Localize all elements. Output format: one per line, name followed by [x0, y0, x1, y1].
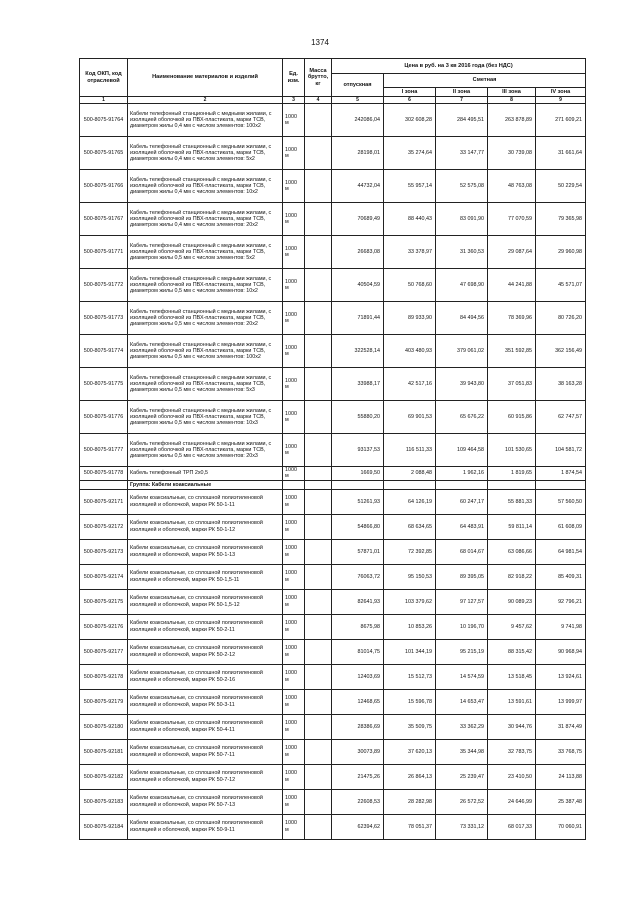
row-mass — [305, 614, 332, 639]
row-zone4-price — [536, 480, 586, 489]
column-index: 9 — [536, 97, 586, 104]
row-name: Кабели коаксиальные, со сплошной полиэтиленовой изоляцией и оболочкой, марки РК 50-7-11 — [128, 739, 283, 764]
column-index: 1 — [80, 97, 128, 104]
row-zone3-price: 30 944,76 — [488, 714, 536, 739]
row-unit: 1000 м — [283, 814, 305, 839]
header-row — [80, 59, 586, 74]
row-code: 500-8075-91765 — [80, 137, 128, 170]
row-unit: 1000 м — [283, 639, 305, 664]
row-release-price: 76063,72 — [332, 564, 384, 589]
row-unit: 1000 м — [283, 335, 305, 368]
row-zone3-price: 60 915,86 — [488, 401, 536, 434]
row-unit: 1000 м — [283, 269, 305, 302]
table-row — [80, 514, 586, 539]
row-release-price: 71891,44 — [332, 302, 384, 335]
column-index-row — [80, 97, 586, 104]
row-zone3-price: 77 070,59 — [488, 203, 536, 236]
row-zone2-price: 64 483,91 — [436, 514, 488, 539]
row-zone2-price: 84 494,56 — [436, 302, 488, 335]
row-zone2-price: 379 061,02 — [436, 335, 488, 368]
row-release-price: 322528,14 — [332, 335, 384, 368]
row-zone1-price: 35 509,75 — [384, 714, 436, 739]
row-release-price: 33988,17 — [332, 368, 384, 401]
row-code: 500-8075-92177 — [80, 639, 128, 664]
row-name: Кабель телефонный станционный с медными жилами, с изоляцией оболочкой из ПВХ-пластиката, марки ТСВ, диаметром жилы 0,5 мм с числом элементов: 5x3 — [128, 368, 283, 401]
row-zone3-price: 23 410,50 — [488, 764, 536, 789]
row-release-price: 12403,69 — [332, 664, 384, 689]
row-zone1-price: 403 480,93 — [384, 335, 436, 368]
row-zone4-price: 362 156,49 — [536, 335, 586, 368]
header-zone1: I зона — [384, 88, 436, 97]
row-release-price: 1669,50 — [332, 467, 384, 480]
row-release-price: 82641,93 — [332, 589, 384, 614]
row-zone4-price: 31 661,64 — [536, 137, 586, 170]
row-release-price: 55880,20 — [332, 401, 384, 434]
table-row — [80, 539, 586, 564]
row-code: 500-8075-92184 — [80, 814, 128, 839]
table-row — [80, 639, 586, 664]
row-mass — [305, 489, 332, 514]
row-name: Кабели коаксиальные, со сплошной полиэтиленовой изоляцией и оболочкой, марки РК 50-1,5-12 — [128, 589, 283, 614]
row-release-price: 12468,65 — [332, 689, 384, 714]
table-row — [80, 137, 586, 170]
table-row — [80, 614, 586, 639]
row-mass — [305, 368, 332, 401]
row-code: 500-8075-92174 — [80, 564, 128, 589]
row-zone4-price: 62 747,57 — [536, 401, 586, 434]
row-release-price: 28386,69 — [332, 714, 384, 739]
row-release-price: 81014,75 — [332, 639, 384, 664]
row-zone1-price: 88 440,43 — [384, 203, 436, 236]
row-name: Кабели коаксиальные, со сплошной полиэтиленовой изоляцией и оболочкой, марки РК 50-3-11 — [128, 689, 283, 714]
row-zone1-price: 89 933,90 — [384, 302, 436, 335]
row-name: Кабели коаксиальные, со сплошной полиэтиленовой изоляцией и оболочкой, марки РК 50-2-12 — [128, 639, 283, 664]
row-mass — [305, 467, 332, 480]
row-code: 500-8075-91777 — [80, 434, 128, 467]
row-zone1-price: 302 608,28 — [384, 104, 436, 137]
row-unit: 1000 м — [283, 467, 305, 480]
row-zone4-price: 9 741,98 — [536, 614, 586, 639]
row-code: 500-8075-92172 — [80, 514, 128, 539]
row-zone2-price: 284 495,51 — [436, 104, 488, 137]
row-mass — [305, 564, 332, 589]
row-zone4-price: 1 874,54 — [536, 467, 586, 480]
row-zone3-price: 29 087,64 — [488, 236, 536, 269]
row-release-price: 21475,26 — [332, 764, 384, 789]
row-zone3-price: 37 051,83 — [488, 368, 536, 401]
row-name: Кабель телефонный станционный с медными жилами, с изоляцией оболочкой из ПВХ-пластиката, марки ТСВ, диаметром жилы 0,5 мм с числом элементов: 100x2 — [128, 335, 283, 368]
row-mass — [305, 739, 332, 764]
row-code: 500-8075-92181 — [80, 739, 128, 764]
row-zone4-price: 104 581,72 — [536, 434, 586, 467]
row-name: Кабель телефонный станционный с медными жилами, с изоляцией оболочкой из ПВХ-пластиката, марки ТСВ, диаметром жилы 0,5 мм с числом элементов: 10x2 — [128, 269, 283, 302]
header-release: отпускная — [332, 74, 384, 97]
row-name: Кабели коаксиальные, со сплошной полиэтиленовой изоляцией и оболочкой, марки РК 50-1-11 — [128, 489, 283, 514]
row-zone2-price: 10 196,70 — [436, 614, 488, 639]
row-code: 500-8075-92180 — [80, 714, 128, 739]
row-zone2-price: 52 575,08 — [436, 170, 488, 203]
table-row — [80, 434, 586, 467]
row-zone4-price: 70 060,91 — [536, 814, 586, 839]
row-unit: 1000 м — [283, 170, 305, 203]
row-release-price: 44732,04 — [332, 170, 384, 203]
price-table-body — [80, 59, 586, 840]
row-zone2-price: 109 464,58 — [436, 434, 488, 467]
header-name: Наименование материалов и изделий — [128, 59, 283, 97]
row-mass — [305, 170, 332, 203]
row-code: 500-8075-91776 — [80, 401, 128, 434]
row-zone2-price: 47 698,90 — [436, 269, 488, 302]
row-mass — [305, 764, 332, 789]
row-zone2-price: 83 091,90 — [436, 203, 488, 236]
row-unit: 1000 м — [283, 764, 305, 789]
row-code: 500-8075-92183 — [80, 789, 128, 814]
row-zone3-price: 88 315,42 — [488, 639, 536, 664]
row-name: Кабели коаксиальные, со сплошной полиэтиленовой изоляцией и оболочкой, марки РК 50-2-16 — [128, 664, 283, 689]
row-zone1-price: 15 596,78 — [384, 689, 436, 714]
row-name: Кабели коаксиальные, со сплошной полиэтиленовой изоляцией и оболочкой, марки РК 50-1,5-11 — [128, 564, 283, 589]
row-zone3-price: 82 918,22 — [488, 564, 536, 589]
row-zone2-price: 65 676,22 — [436, 401, 488, 434]
row-zone1-price: 35 274,64 — [384, 137, 436, 170]
row-unit: 1000 м — [283, 236, 305, 269]
row-zone1-price: 78 051,37 — [384, 814, 436, 839]
row-zone1-price: 101 344,19 — [384, 639, 436, 664]
row-zone3-price: 63 086,66 — [488, 539, 536, 564]
row-zone2-price: 97 127,57 — [436, 589, 488, 614]
row-release-price: 22608,53 — [332, 789, 384, 814]
row-zone1-price: 64 126,19 — [384, 489, 436, 514]
row-mass — [305, 137, 332, 170]
row-zone3-price: 30 739,08 — [488, 137, 536, 170]
column-index: 8 — [488, 97, 536, 104]
table-row — [80, 170, 586, 203]
row-code — [80, 480, 128, 489]
table-row — [80, 589, 586, 614]
row-zone2-price: 14 653,47 — [436, 689, 488, 714]
row-zone3-price: 32 783,75 — [488, 739, 536, 764]
row-unit: 1000 м — [283, 104, 305, 137]
row-unit: 1000 м — [283, 564, 305, 589]
row-unit: 1000 м — [283, 203, 305, 236]
row-zone1-price: 10 853,26 — [384, 614, 436, 639]
row-zone3-price: 13 518,45 — [488, 664, 536, 689]
row-zone4-price: 80 726,20 — [536, 302, 586, 335]
row-release-price: 28198,01 — [332, 137, 384, 170]
row-zone4-price: 29 960,98 — [536, 236, 586, 269]
row-zone1-price: 55 957,14 — [384, 170, 436, 203]
row-release-price: 51261,93 — [332, 489, 384, 514]
row-mass — [305, 480, 332, 489]
row-code: 500-8075-91773 — [80, 302, 128, 335]
row-name: Кабель телефонный станционный с медными жилами, с изоляцией оболочкой из ПВХ-пластиката, марки ТСВ, диаметром жилы 0,4 мм с числом элементов: 10x2 — [128, 170, 283, 203]
row-zone3-price: 90 089,23 — [488, 589, 536, 614]
row-mass — [305, 104, 332, 137]
page-number: 1374 — [311, 38, 329, 47]
row-unit: 1000 м — [283, 739, 305, 764]
row-zone2-price: 31 360,53 — [436, 236, 488, 269]
header-zone2: II зона — [436, 88, 488, 97]
table-row — [80, 664, 586, 689]
row-unit: 1000 м — [283, 614, 305, 639]
table-row — [80, 689, 586, 714]
row-zone4-price: 25 387,48 — [536, 789, 586, 814]
row-unit: 1000 м — [283, 714, 305, 739]
row-zone3-price: 1 819,65 — [488, 467, 536, 480]
row-name: Кабели коаксиальные, со сплошной полиэтиленовой изоляцией и оболочкой, марки РК 50-1-13 — [128, 539, 283, 564]
row-zone2-price: 95 215,19 — [436, 639, 488, 664]
row-zone2-price: 33 147,77 — [436, 137, 488, 170]
row-zone1-price: 33 378,97 — [384, 236, 436, 269]
row-zone2-price: 89 395,05 — [436, 564, 488, 589]
row-zone3-price: 55 881,33 — [488, 489, 536, 514]
row-zone3-price: 24 646,99 — [488, 789, 536, 814]
header-code: Код ОКП, код отраслевой — [80, 59, 128, 97]
row-name: Кабели коаксиальные, со сплошной полиэтиленовой изоляцией и оболочкой, марки РК 50-1-12 — [128, 514, 283, 539]
table-row — [80, 104, 586, 137]
row-zone3-price: 263 878,89 — [488, 104, 536, 137]
row-name: Кабели коаксиальные, со сплошной полиэтиленовой изоляцией и оболочкой, марки РК 50-4-11 — [128, 714, 283, 739]
row-mass — [305, 789, 332, 814]
row-code: 500-8075-91778 — [80, 467, 128, 480]
table-row — [80, 739, 586, 764]
table-row — [80, 489, 586, 514]
row-zone4-price: 57 560,50 — [536, 489, 586, 514]
row-mass — [305, 269, 332, 302]
header-unit: Ед. изм. — [283, 59, 305, 97]
row-unit: 1000 м — [283, 434, 305, 467]
row-zone2-price: 35 344,98 — [436, 739, 488, 764]
row-zone4-price: 13 924,61 — [536, 664, 586, 689]
row-zone1-price — [384, 480, 436, 489]
row-zone1-price: 42 517,16 — [384, 368, 436, 401]
row-mass — [305, 639, 332, 664]
row-zone4-price: 271 609,21 — [536, 104, 586, 137]
row-mass — [305, 664, 332, 689]
row-zone4-price: 79 365,98 — [536, 203, 586, 236]
row-name: Кабель телефонный ТРП 2x0,5 — [128, 467, 283, 480]
column-index: 7 — [436, 97, 488, 104]
row-release-price — [332, 480, 384, 489]
row-zone1-price: 28 282,98 — [384, 789, 436, 814]
row-name: Кабели коаксиальные, со сплошной полиэтиленовой изоляцией и оболочкой, марки РК 50-7-12 — [128, 764, 283, 789]
row-code: 500-8075-91766 — [80, 170, 128, 203]
row-release-price: 30073,89 — [332, 739, 384, 764]
row-zone4-price: 64 981,54 — [536, 539, 586, 564]
table-row — [80, 714, 586, 739]
table-row — [80, 368, 586, 401]
row-zone2-price: 73 331,12 — [436, 814, 488, 839]
row-zone4-price: 31 874,49 — [536, 714, 586, 739]
row-zone2-price — [436, 480, 488, 489]
header-estimate: Сметная — [384, 74, 586, 88]
table-row — [80, 764, 586, 789]
row-zone4-price: 61 608,09 — [536, 514, 586, 539]
row-name: Кабели коаксиальные, со сплошной полиэтиленовой изоляцией и оболочкой, марки РК 50-9-11 — [128, 814, 283, 839]
row-unit: 1000 м — [283, 514, 305, 539]
row-mass — [305, 203, 332, 236]
row-zone3-price: 78 369,96 — [488, 302, 536, 335]
row-zone2-price: 1 962,16 — [436, 467, 488, 480]
row-name: Кабели телефонный станционный с медными жилами, с изоляцией оболочкой из ПВХ-пластиката, марки ТСВ, диаметром жилы 0,4 мм с числом элементов: 100x2 — [128, 104, 283, 137]
table-row — [80, 401, 586, 434]
row-unit: 1000 м — [283, 689, 305, 714]
group-row — [80, 480, 586, 489]
row-unit: 1000 м — [283, 539, 305, 564]
row-zone1-price: 116 511,33 — [384, 434, 436, 467]
row-zone3-price — [488, 480, 536, 489]
row-code: 500-8075-91771 — [80, 236, 128, 269]
row-mass — [305, 539, 332, 564]
price-table — [79, 58, 586, 840]
row-unit: 1000 м — [283, 789, 305, 814]
table-row — [80, 467, 586, 480]
row-zone2-price: 60 247,17 — [436, 489, 488, 514]
row-zone1-price: 50 768,60 — [384, 269, 436, 302]
row-mass — [305, 401, 332, 434]
row-zone2-price: 25 239,47 — [436, 764, 488, 789]
row-unit: 1000 м — [283, 302, 305, 335]
table-row — [80, 203, 586, 236]
row-mass — [305, 689, 332, 714]
row-release-price: 70689,49 — [332, 203, 384, 236]
row-unit: 1000 м — [283, 137, 305, 170]
row-name: Кабель телефонный станционный с медными жилами, с изоляцией оболочкой из ПВХ-пластиката, марки ТСВ, диаметром жилы 0,5 мм с числом элементов: 10x3 — [128, 401, 283, 434]
row-mass — [305, 714, 332, 739]
header-price-title: Цена в руб. на 3 кв 2016 года (без НДС) — [332, 59, 586, 74]
column-index: 6 — [384, 97, 436, 104]
row-zone1-price: 37 620,13 — [384, 739, 436, 764]
row-zone2-price: 33 362,29 — [436, 714, 488, 739]
row-unit: 1000 м — [283, 368, 305, 401]
row-code: 500-8075-91774 — [80, 335, 128, 368]
row-zone4-price: 13 999,97 — [536, 689, 586, 714]
row-zone4-price: 90 968,94 — [536, 639, 586, 664]
row-name: Кабель телефонный станционный с медными жилами, с изоляцией оболочкой из ПВХ-пластиката, марки ТСВ, диаметром жилы 0,4 мм с числом элементов: 20x2 — [128, 203, 283, 236]
header-mass: Масса брутто, кг — [305, 59, 332, 97]
header-zone4: IV зона — [536, 88, 586, 97]
column-index: 5 — [332, 97, 384, 104]
row-zone2-price: 26 572,52 — [436, 789, 488, 814]
row-code: 500-8075-92171 — [80, 489, 128, 514]
column-index: 2 — [128, 97, 283, 104]
row-mass — [305, 335, 332, 368]
row-code: 500-8075-92182 — [80, 764, 128, 789]
row-zone2-price: 14 574,59 — [436, 664, 488, 689]
row-zone4-price: 45 571,07 — [536, 269, 586, 302]
row-zone3-price: 59 811,14 — [488, 514, 536, 539]
row-zone1-price: 15 512,73 — [384, 664, 436, 689]
table-row — [80, 269, 586, 302]
row-zone1-price: 69 901,53 — [384, 401, 436, 434]
row-name: Кабель телефонный станционный с медными жилами, с изоляцией оболочкой из ПВХ-пластиката, марки ТСВ, диаметром жилы 0,5 мм с числом элементов: 20x2 — [128, 302, 283, 335]
table-row — [80, 236, 586, 269]
table-row — [80, 302, 586, 335]
row-name: Кабель телефонный станционный с медными жилами, с изоляцией оболочкой из ПВХ-пластиката, марки ТСВ, диаметром жилы 0,5 мм с числом элементов: 5x2 — [128, 236, 283, 269]
row-release-price: 242086,04 — [332, 104, 384, 137]
row-code: 500-8075-91767 — [80, 203, 128, 236]
row-zone4-price: 33 768,75 — [536, 739, 586, 764]
row-zone1-price: 2 088,48 — [384, 467, 436, 480]
row-zone3-price: 101 530,65 — [488, 434, 536, 467]
row-unit: 1000 м — [283, 664, 305, 689]
row-zone1-price: 103 379,62 — [384, 589, 436, 614]
row-unit — [283, 480, 305, 489]
row-release-price: 62394,62 — [332, 814, 384, 839]
row-code: 500-8075-92173 — [80, 539, 128, 564]
row-release-price: 57871,01 — [332, 539, 384, 564]
row-name: Кабели коаксиальные, со сплошной полиэтиленовой изоляцией и оболочкой, марки РК 50-2-11 — [128, 614, 283, 639]
row-name: Группа: Кабели коаксиальные — [128, 480, 283, 489]
row-zone4-price: 85 409,31 — [536, 564, 586, 589]
row-unit: 1000 м — [283, 401, 305, 434]
row-release-price: 26683,08 — [332, 236, 384, 269]
row-mass — [305, 589, 332, 614]
row-code: 500-8075-91764 — [80, 104, 128, 137]
row-code: 500-8075-91772 — [80, 269, 128, 302]
table-row — [80, 789, 586, 814]
row-code: 500-8075-92176 — [80, 614, 128, 639]
table-row — [80, 564, 586, 589]
row-zone2-price: 39 943,80 — [436, 368, 488, 401]
row-zone3-price: 48 763,08 — [488, 170, 536, 203]
row-zone4-price: 24 113,88 — [536, 764, 586, 789]
row-unit: 1000 м — [283, 489, 305, 514]
row-name: Кабель телефонный станционный с медными жилами, с изоляцией оболочкой из ПВХ-пластиката, марки ТСВ, диаметром жилы 0,5 мм с числом элементов: 20x3 — [128, 434, 283, 467]
row-zone3-price: 68 017,33 — [488, 814, 536, 839]
row-mass — [305, 814, 332, 839]
row-release-price: 40504,59 — [332, 269, 384, 302]
row-zone3-price: 13 591,61 — [488, 689, 536, 714]
row-name: Кабели коаксиальные, со сплошной полиэтиленовой изоляцией и оболочкой, марки РК 50-7-13 — [128, 789, 283, 814]
row-code: 500-8075-92178 — [80, 664, 128, 689]
row-release-price: 8675,98 — [332, 614, 384, 639]
row-code: 500-8075-92175 — [80, 589, 128, 614]
column-index: 3 — [283, 97, 305, 104]
row-mass — [305, 434, 332, 467]
row-mass — [305, 302, 332, 335]
row-zone1-price: 26 864,13 — [384, 764, 436, 789]
row-zone4-price: 50 229,54 — [536, 170, 586, 203]
column-index: 4 — [305, 97, 332, 104]
row-zone4-price: 38 163,28 — [536, 368, 586, 401]
table-row — [80, 814, 586, 839]
row-zone1-price: 72 392,85 — [384, 539, 436, 564]
row-code: 500-8075-91775 — [80, 368, 128, 401]
row-name: Кабель телефонный станционный с медными жилами, с изоляцией оболочкой из ПВХ-пластиката, марки ТСВ, диаметром жилы 0,4 мм с числом элементов: 5x2 — [128, 137, 283, 170]
row-zone2-price: 68 014,67 — [436, 539, 488, 564]
row-mass — [305, 236, 332, 269]
row-unit: 1000 м — [283, 589, 305, 614]
row-release-price: 54866,80 — [332, 514, 384, 539]
row-zone3-price: 351 592,85 — [488, 335, 536, 368]
row-zone4-price: 92 796,21 — [536, 589, 586, 614]
row-code: 500-8075-92179 — [80, 689, 128, 714]
row-mass — [305, 514, 332, 539]
row-zone1-price: 95 150,53 — [384, 564, 436, 589]
header-zone3: III зона — [488, 88, 536, 97]
row-zone3-price: 44 241,88 — [488, 269, 536, 302]
row-zone3-price: 9 457,62 — [488, 614, 536, 639]
row-release-price: 93137,53 — [332, 434, 384, 467]
table-row — [80, 335, 586, 368]
row-zone1-price: 68 634,65 — [384, 514, 436, 539]
